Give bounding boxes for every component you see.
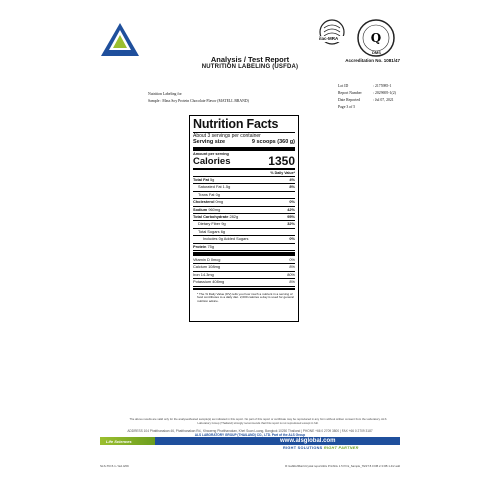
nutrient-row xyxy=(193,221,295,228)
nutrient-row xyxy=(193,192,295,199)
medium-divider xyxy=(193,288,295,290)
nutrient-name xyxy=(193,244,214,250)
vitamin-label: Potassium 408mg xyxy=(193,279,225,285)
ilac-mra-logo-icon xyxy=(316,18,348,52)
nutrient-daily-value: 8% xyxy=(289,184,295,190)
calories-row xyxy=(193,156,295,167)
nutrient-name xyxy=(193,214,238,220)
daily-value-footnote: * The % Daily Value (DV) tells you how much a nutrient in a serving of food contributes to a daily diet. 2,000 calories a day is used for general nutrition advice. xyxy=(197,291,294,304)
thick-divider xyxy=(193,147,295,151)
nutrient-label: Total Fat xyxy=(193,177,209,182)
nutrient-daily-value: 95% xyxy=(287,214,295,220)
meta-key: Lot ID xyxy=(338,84,349,88)
nutrient-name xyxy=(198,192,220,198)
vitamin-label: Iron 14.3mg xyxy=(193,271,214,277)
nutrient-name xyxy=(198,221,226,227)
serving-size-row xyxy=(193,139,295,146)
vitamin-daily-value: 80% xyxy=(287,271,295,277)
thick-divider xyxy=(193,252,295,256)
nutrient-amount: 0g xyxy=(214,191,220,197)
nutrient-label: Protein xyxy=(193,243,207,249)
meta-key: Report Number xyxy=(338,90,362,95)
tagline-partner: RIGHT PARTNER xyxy=(323,445,359,450)
meta-key: Page 3 of 5 xyxy=(338,104,356,109)
organization-line: ALS LABORATORY GROUP (THAILAND) CO., LTD. Part of the ALS Group xyxy=(194,433,306,437)
nutrient-amount: 6g xyxy=(219,228,226,234)
nutrient-amount: 282g xyxy=(228,214,239,220)
nutrient-daily-value: 32% xyxy=(287,221,295,227)
nutrient-label: Total Carbohydrate xyxy=(193,214,229,220)
als-logo-text: ALS xyxy=(112,50,128,57)
nutrient-name xyxy=(193,207,220,213)
nutrient-label: Cholesterol xyxy=(193,199,215,205)
nutrition-facts-title: Nutrition Facts xyxy=(193,117,279,131)
nutrient-label: Total Sugars xyxy=(198,228,220,234)
meta-row xyxy=(338,97,396,104)
nutrient-row xyxy=(193,207,295,214)
sample-info xyxy=(148,91,249,104)
calories-value: 1350 xyxy=(268,154,295,168)
ilac-mra-label: ilac-MRA xyxy=(319,36,339,41)
nutrient-amount: 960mg xyxy=(207,206,221,212)
nutrient-name xyxy=(198,229,225,235)
meta-row xyxy=(338,104,396,111)
nutrient-row xyxy=(193,236,295,243)
report-meta xyxy=(338,83,396,111)
vitamin-rows xyxy=(193,257,295,287)
vitamin-label: Vitamin D 0mcg xyxy=(193,257,221,263)
daily-value-header: % Daily Value* xyxy=(193,171,295,177)
nutrient-row xyxy=(193,199,295,206)
nutrition-facts-label xyxy=(189,115,299,322)
calories-label: Calories xyxy=(193,156,231,167)
vitamin-daily-value: 0% xyxy=(289,257,295,263)
nutrient-amount: 5g xyxy=(208,177,215,182)
cert-mark-label: DMS xyxy=(372,50,381,55)
nutrient-amount: 9g xyxy=(220,221,226,227)
svg-text:Q: Q xyxy=(370,31,382,45)
nutrient-name xyxy=(203,236,248,242)
labeling-for: Nutrition Labeling for xyxy=(148,92,182,96)
vitamin-label: Calcium 108mg xyxy=(193,264,221,270)
address-line: ADDRESS 104 Phatthanakan 46, Phatthanakan Rd., Khwaeng Phatthanakan, Khet Suan Luang, Bangkok 10250 Thailand | PHONE +66 0 2709 3800 | FAX +66 0 2709 3187 xyxy=(127,429,373,433)
vitamin-row xyxy=(193,257,295,264)
life-sciences-label: Life Sciences xyxy=(106,438,132,444)
vitamin-daily-value: 8% xyxy=(289,264,295,270)
website-link[interactable]: www.alsglobal.com xyxy=(280,437,336,444)
nutrient-row xyxy=(193,244,295,251)
meta-value: : 2175985-1 xyxy=(373,84,392,88)
lab-address xyxy=(100,429,400,437)
nutrient-daily-value: 4% xyxy=(289,177,295,182)
vitamin-row xyxy=(193,279,295,286)
meta-value xyxy=(371,104,373,111)
vitamin-row xyxy=(193,264,295,271)
nutrient-label: Dietary Fiber xyxy=(198,221,221,227)
nutrient-daily-value: 42% xyxy=(287,206,295,212)
amount-per-serving: Amount per serving xyxy=(193,151,229,156)
nutrient-row xyxy=(193,184,295,191)
nutrient-name xyxy=(193,199,223,205)
nutrient-label: Trans Fat xyxy=(198,191,215,197)
report-subtitle: NUTRITION LABELING (USFDA) xyxy=(201,64,299,70)
nutrient-label: Includes 0g Added Sugars xyxy=(203,236,249,242)
nutrient-row xyxy=(193,177,295,184)
serving-size-value: 9 scoops (360 g) xyxy=(251,139,295,145)
vitamin-daily-value: 8% xyxy=(289,279,295,285)
document-id: SLS-TR-5.1 / Ed.4/09 xyxy=(100,464,129,468)
nutrient-row xyxy=(193,229,295,236)
nutrient-daily-value: 0% xyxy=(289,236,295,242)
nutrient-rows xyxy=(193,177,295,251)
nutrient-daily-value: 0% xyxy=(289,199,295,205)
nutrient-name xyxy=(193,177,214,183)
tagline-solutions: RIGHT SOLUTIONS xyxy=(283,445,323,450)
sample-name: Sample : Mass Soy Protein Chocolate Flavor (MATELL BRAND) xyxy=(148,98,249,103)
report-title: Analysis / Test Report xyxy=(210,55,290,64)
nutrient-row xyxy=(193,214,295,221)
meta-key: Date Reported xyxy=(338,97,361,102)
tagline xyxy=(283,446,359,450)
servings-per-container: About 3 servings per container xyxy=(193,132,295,139)
footer-banner xyxy=(100,437,400,450)
meta-row xyxy=(338,90,396,97)
report-disclaimer: The above results are valid only for the analysed/tested sample(s) as indicated in this report. No part of this report or certificate may be reproduced in any form without written consent from the Laboratory. ALS Laboratory Group (Thailand) strongly recommends that this report is not reproduced except in full. xyxy=(129,417,387,425)
meta-value: : Jul 07, 2021 xyxy=(373,97,394,102)
nutrient-label: Saturated Fat xyxy=(198,184,222,190)
meta-row xyxy=(338,83,396,90)
medium-divider xyxy=(193,168,295,170)
nutrient-label: Sodium xyxy=(193,206,208,212)
meta-value: : 2029695-1(2) xyxy=(373,90,396,95)
nutrient-amount: 1.5g xyxy=(221,184,231,190)
file-path: R:\LabRefMain\Crystal reports\Re Print\Nu 1.5 Print_Sample_TEST 8.0 DB 2.3 DB 1.4/2 add xyxy=(285,464,400,468)
nutrient-amount: 0mg xyxy=(214,199,224,205)
nutrient-name xyxy=(198,184,230,190)
serving-size-label: Serving size xyxy=(193,139,226,145)
vitamin-row xyxy=(193,272,295,279)
life-sciences-tag xyxy=(100,437,155,445)
accreditation-number: Accreditation No. 1081/47 xyxy=(345,58,400,63)
nutrient-amount: 75g xyxy=(206,243,214,249)
